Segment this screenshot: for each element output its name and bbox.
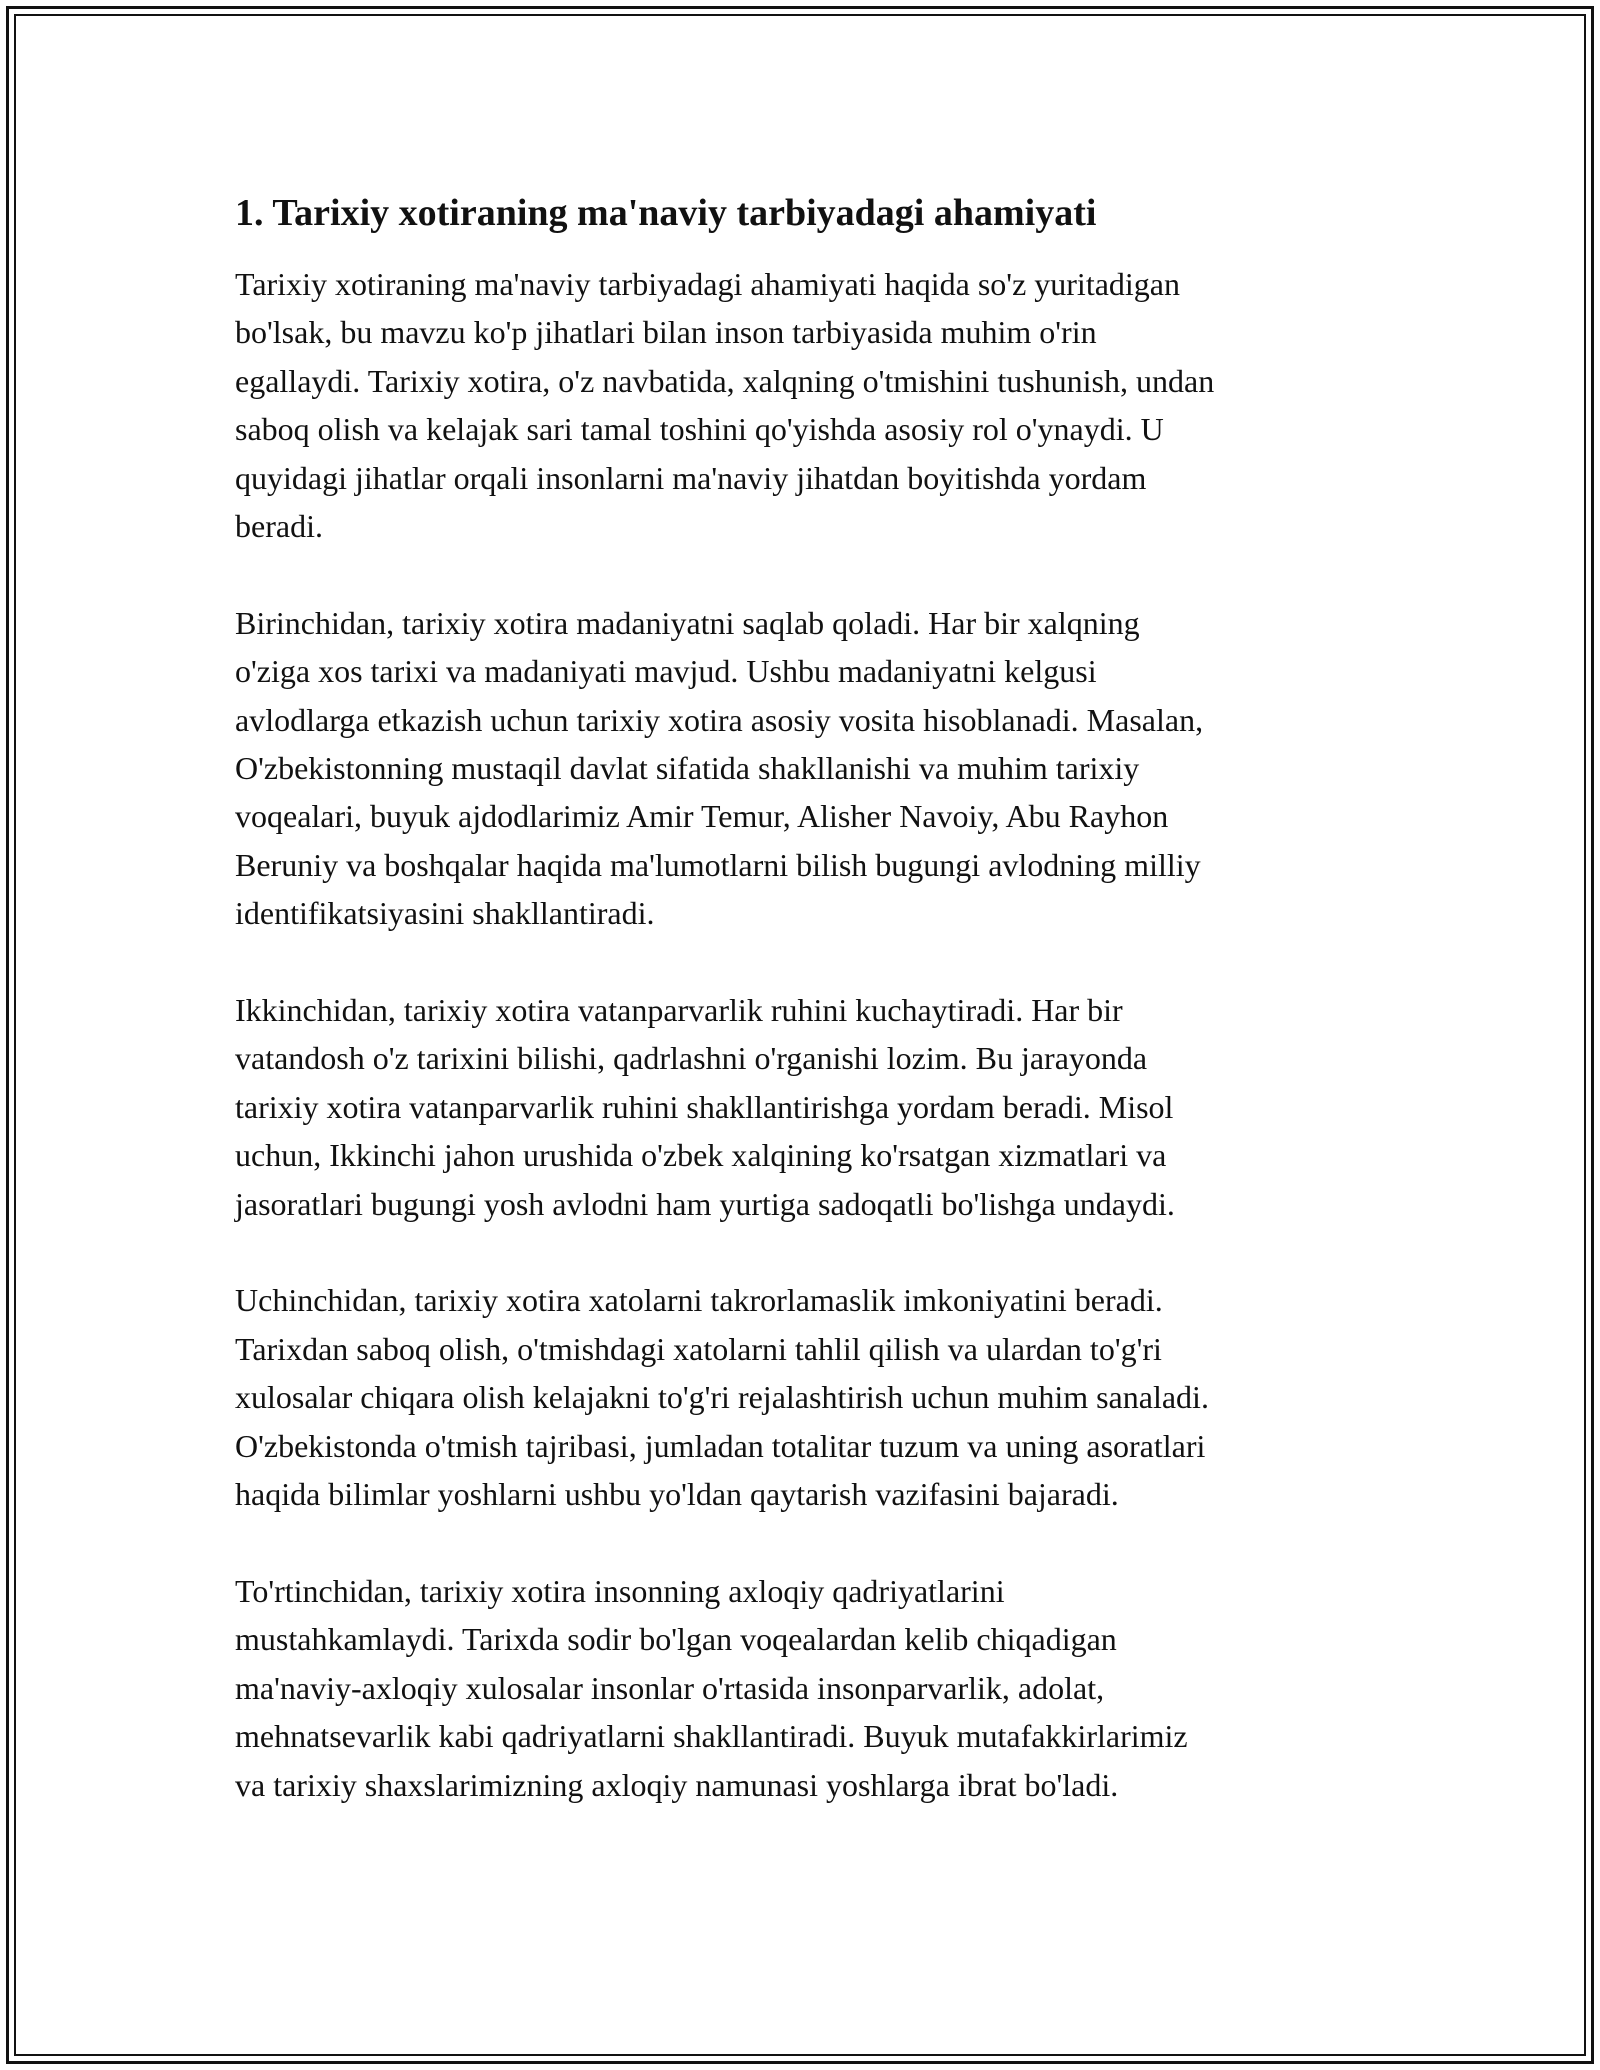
paragraph-second-point: Ikkinchidan, tarixiy xotira vatanparvarlik ruhini kuchaytiradi. Har bir vatandosh o'z tarixini bilishi, qadrlashni o'rganishi lozim. Bu jarayonda tarixiy xotira vatanparvarlik ruhini shakllantirishga yordam beradi. Misol uchun, Ikkinchi jahon urushida o'zbek xalqining ko'rsatgan xizmatlari va jasoratlari bugungi yosh avlodni ham yurtiga sadoqatli bo'lishga undaydi.	[235, 992, 1175, 1222]
paragraph-fourth-point: To'rtinchidan, tarixiy xotira insonning axloqiy qadriyatlarini mustahkamlaydi. Tarixda sodir bo'lgan voqealardan kelib chiqadigan ma'naviy-axloqiy xulosalar insonlar o'rtasida insonparvarlik, adolat, mehnatsevarlik kabi qadriyatlarni shakllantiradi. Buyuk mutafakkirlarimiz va tarixiy shaxslarimizning axloqiy namunasi yoshlarga ibrat bo'ladi.	[235, 1572, 1188, 1803]
paragraph-intro: Tarixiy xotiraning ma'naviy tarbiyadagi ahamiyati haqida so'z yuritadigan bo'lsak, bu mavzu ko'p jihatlari bilan inson tarbiyasida muhim o'rin egallaydi. Tarixiy xotira, o'z navbatida, xalqning o'tmishini tushunish, undan saboq olish va kelajak sari tamal toshini qo'yishda asosiy rol o'ynaydi. U quyidagi jihatlar orqali insonlarni ma'naviy jihatdan boyitishda yordam beradi.	[235, 266, 1215, 545]
paragraph-first-point: Birinchidan, tarixiy xotira madaniyatni saqlab qoladi. Har bir xalqning o'ziga xos tarixi va madaniyati mavjud. Ushbu madaniyatni kelgusi avlodlarga etkazish uchun tarixiy xotira asosiy vosita hisoblanadi. Masalan, O'zbekistonning mustaqil davlat sifatida shakllanishi va muhim tarixiy voqealari, buyuk ajdodlarimiz Amir Temur, Alisher Navoiy, Abu Rayhon Beruniy va boshqalar haqida ma'lumotlarni bilish bugungi avlodning milliy identifikatsiyasini shakllantiradi.	[235, 604, 1204, 932]
document-title: 1. Tarixiy xotiraning ma'naviy tarbiyadagi ahamiyati	[235, 192, 1097, 234]
document-body	[235, 186, 1365, 1857]
paragraph-third-point: Uchinchidan, tarixiy xotira xatolarni takrorlamaslik imkoniyatini beradi. Tarixdan saboq olish, o'tmishdagi xatolarni tahlil qilish va ulardan to'g'ri xulosalar chiqara olish kelajakni to'g'ri rejalashtirish uchun muhim sanaladi. O'zbekistonda o'tmish tajribasi, jumladan totalitar tuzum va uning asoratlari haqida bilimlar yoshlarni ushbu yo'ldan qaytarish vazifasini bajaradi.	[235, 1282, 1209, 1513]
